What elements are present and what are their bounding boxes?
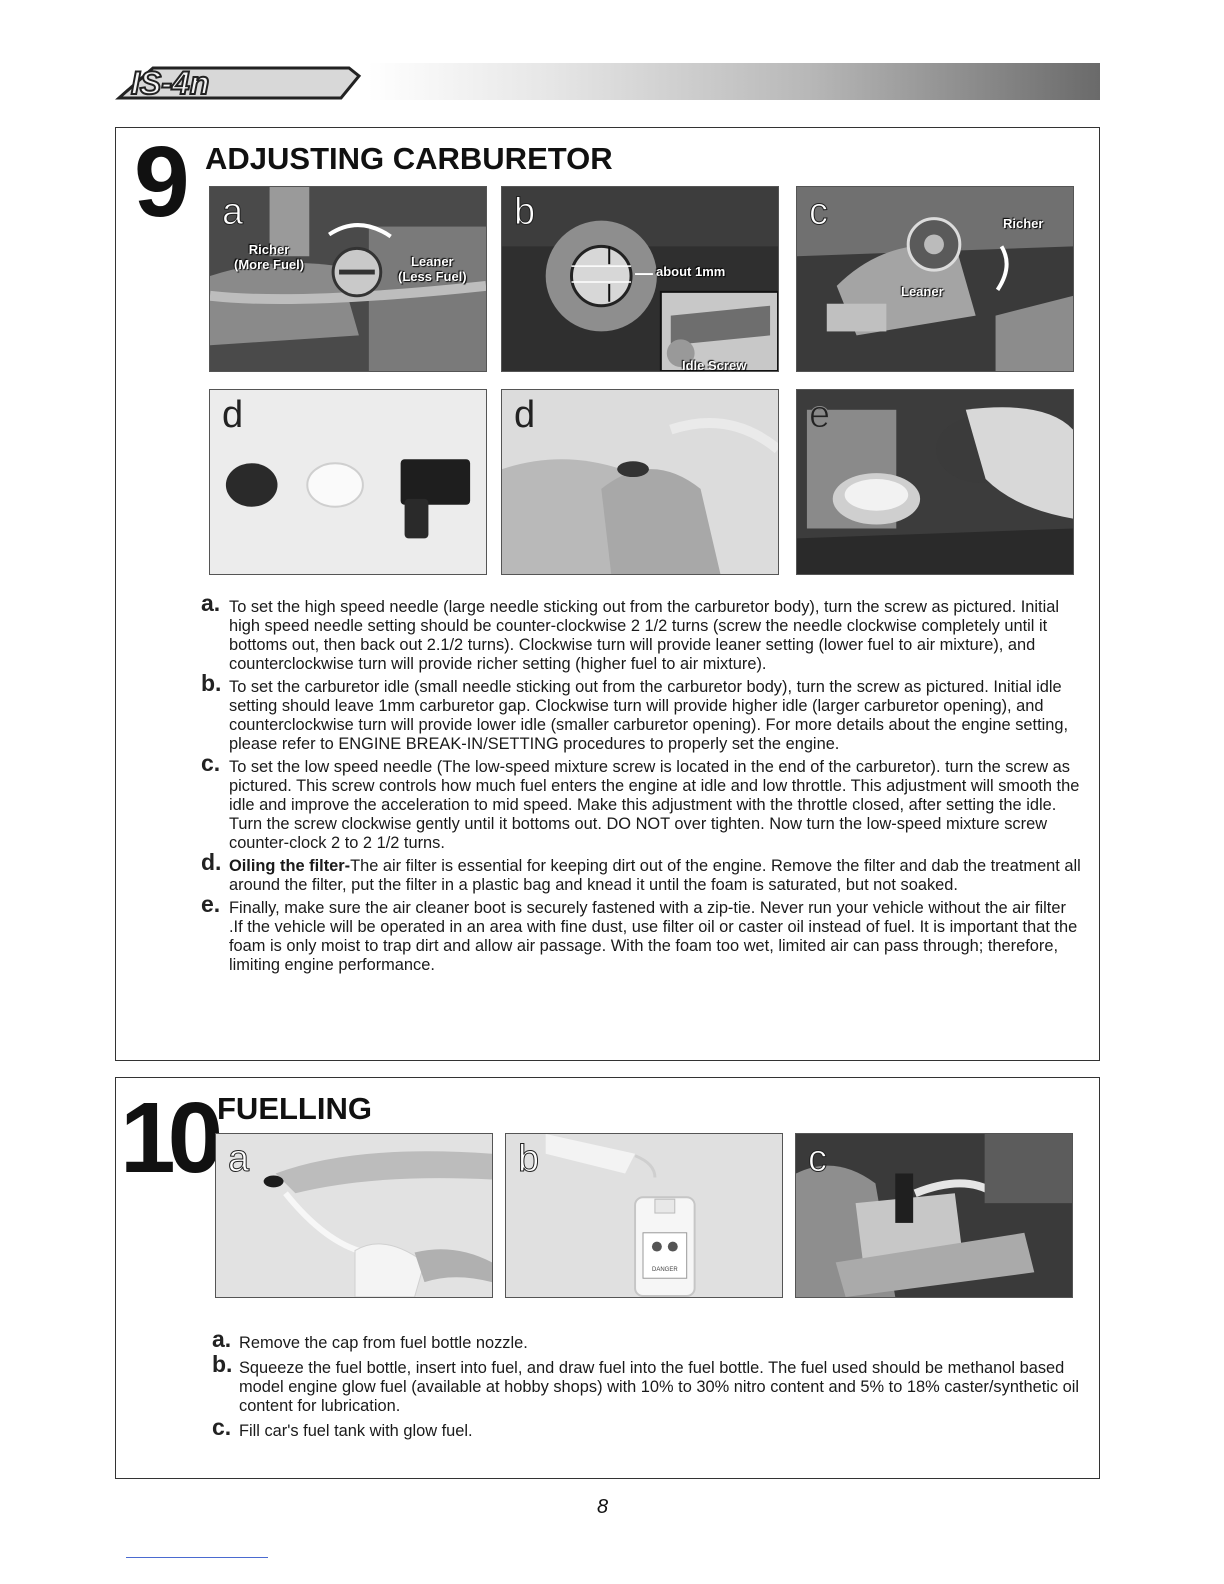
photo-label: d	[514, 394, 536, 436]
photo-label: a	[222, 191, 244, 233]
photo-10b-draw-fuel	[505, 1133, 783, 1298]
footer-rule	[126, 1557, 268, 1558]
step-letter: c.	[212, 1414, 232, 1440]
step-text: To set the high speed needle (large needle sticking out from the carburetor body), turn the screw as pictured. Initial high speed needle setting should be counter-clockwise 2 1/2 turns (screw the needle clockwise completely until it bottoms out, then back out 2.1/2 turns). Clockwise turn will provide leaner setting (lower fuel to air mixture), and counterclockwise turn will provide richer setting (higher fuel to air mixture).	[229, 598, 1060, 673]
step-letter: e.	[201, 891, 221, 917]
step-text: Squeeze the fuel bottle, insert into fuel, and draw fuel into the fuel bottle. The fuel used should be methanol based model engine glow fuel (available at hobby shops) with 10% to 30% nitro content and 5% to 18% caster/synthetic oil content for lubrication.	[239, 1359, 1080, 1415]
list-item	[201, 670, 1081, 754]
danger-label: DANGER	[652, 1267, 678, 1273]
step-letter: a.	[212, 1326, 232, 1352]
step-letter: b.	[212, 1351, 233, 1377]
photo-label: c	[809, 191, 828, 233]
photo-10c-fill-tank	[795, 1133, 1073, 1298]
photo-9c-low-speed-needle	[796, 186, 1074, 372]
section-title: FUELLING	[217, 1091, 372, 1126]
step-text: To set the carburetor idle (small needle sticking out from the carburetor body), turn the screw as pictured. Initial idle setting should leave 1mm carburetor gap. Clockwise turn will provide higher idle (larger carburetor opening), and counterclockwise turn will provide lower idle (smaller carburetor opening). For more details about the engine setting, please refer to ENGINE BREAK-IN/SETTING procedures to properly set the engine.	[229, 678, 1069, 753]
step-text: Finally, make sure the air cleaner boot is securely fastened with a zip-tie. Never run your vehicle without the air filter .If the vehicle will be operated in an area with fine dust, use filter oil or caster oil instead of fuel. It is important that the foam is only moist to trap dirt and allow air passage. With the foam too wet, limited air can pass through; therefore, limiting engine performance.	[229, 899, 1078, 974]
annotation-richer: Richer	[1003, 216, 1044, 231]
annotation-about-1mm: about 1mm	[656, 264, 726, 279]
photo-9d-oiling-filter	[501, 389, 779, 575]
photo-label: b	[514, 191, 536, 233]
list-item	[212, 1414, 1084, 1441]
photo-label: e	[809, 394, 831, 436]
instruction-list	[212, 1326, 1084, 1447]
step-text: Fill car's fuel tank with glow fuel.	[239, 1422, 473, 1440]
photo-label: c	[808, 1138, 827, 1180]
photo-9e-air-filter-fitting	[796, 389, 1074, 575]
list-item	[212, 1351, 1084, 1416]
section-adjusting-carburetor	[115, 127, 1100, 1061]
page-number: 8	[597, 1496, 609, 1518]
annotation-leaner: Leaner	[901, 284, 944, 299]
list-item	[201, 849, 1081, 895]
section-title: ADJUSTING CARBURETOR	[205, 141, 613, 176]
step-text: Remove the cap from fuel bottle nozzle.	[239, 1334, 528, 1352]
step-text: To set the low speed needle (The low-speed mixture screw is located in the end of the carburetor). turn the screw as pictured. This screw controls how much fuel enters the engine at idle and low throttle. This adjustment will smooth the idle and improve the acceleration to mid speed. Make this adjustment with the throttle closed, after setting the idle. Turn the screw clockwise gently until it bottoms out. DO NOT over tighten. Now turn the low-speed mixture screw counter-clock 2 to 2 1/2 turns.	[229, 758, 1080, 852]
section-number: 9	[134, 126, 186, 238]
photo-label: a	[228, 1138, 250, 1180]
brand-logo	[113, 62, 363, 104]
instruction-list	[201, 590, 1081, 979]
list-item	[201, 590, 1081, 674]
annotation-richer: Richer	[248, 242, 290, 257]
photo-label: d	[222, 394, 244, 436]
annotation-leaner: Leaner	[410, 254, 454, 269]
step-letter: b.	[201, 670, 222, 696]
list-item	[201, 891, 1081, 975]
step-text: The air filter is essential for keeping dirt out of the engine. Remove the filter and dab the treatment all around the filter, put the filter in a plastic bag and knead it until the foam is saturated, but not soaked.	[229, 857, 1081, 894]
step-letter: c.	[201, 750, 221, 776]
annotation-more-fuel: (More Fuel)	[234, 256, 305, 272]
photo-9a-high-speed-needle	[209, 186, 487, 372]
section-number: 10	[120, 1082, 216, 1194]
header-gradient-bar	[368, 63, 1100, 100]
section-fuelling	[115, 1077, 1100, 1479]
photo-10a-remove-cap	[215, 1133, 493, 1298]
annotation-less-fuel: (Less Fuel)	[398, 268, 467, 284]
photo-9d-filter-parts	[209, 389, 487, 575]
step-heading: Oiling the filter-	[229, 857, 351, 875]
list-item	[201, 750, 1081, 853]
list-item	[212, 1326, 1084, 1353]
step-letter: a.	[201, 590, 221, 616]
photo-label: b	[518, 1138, 540, 1180]
logo-text: IS-4n	[131, 65, 210, 101]
annotation-idle-screw: Idle Screw	[682, 358, 747, 372]
step-letter: d.	[201, 849, 222, 875]
photo-9b-idle-setting	[501, 186, 779, 372]
